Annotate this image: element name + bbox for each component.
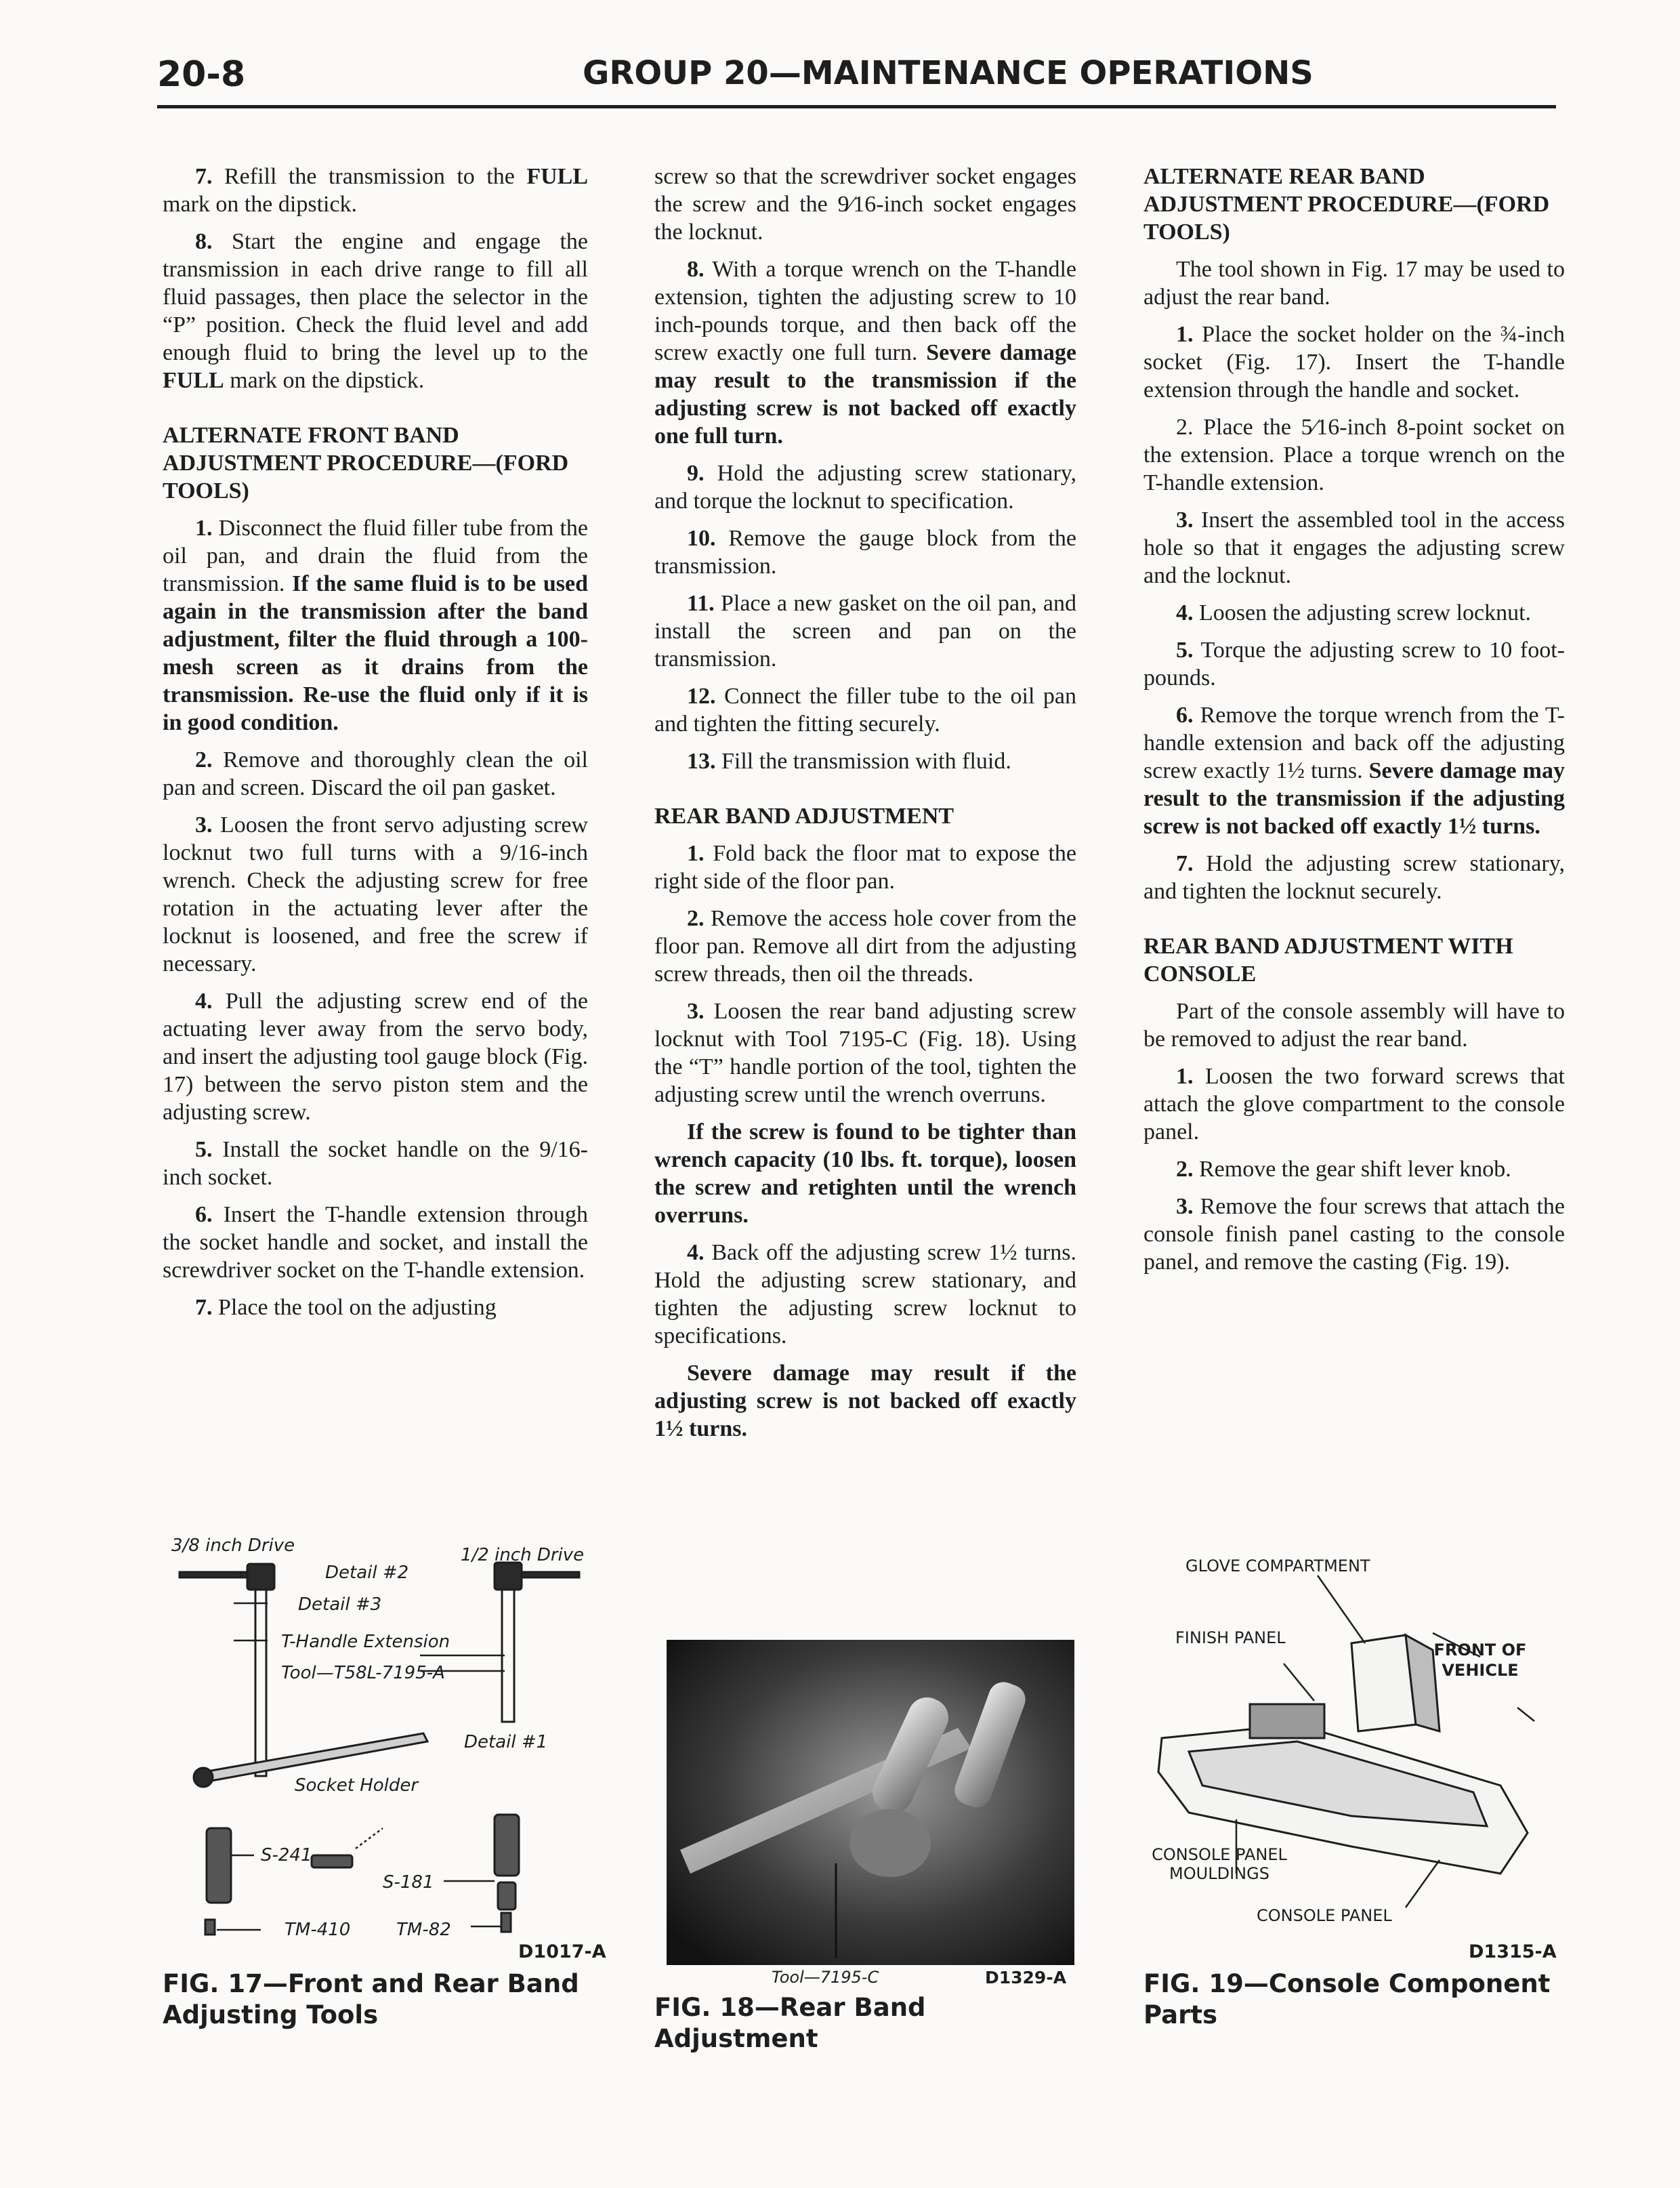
label-socket-holder: Socket Holder [295, 1775, 419, 1796]
paragraph: 2. Remove the access hole cover from the floor pan. Remove all dirt from the adjusting screw threads, then oil the threads. [654, 906, 1076, 987]
paragraph: 7. Place the tool on the adjusting [195, 1295, 497, 1320]
paragraph: 10. Remove the gauge block from the transmission. [654, 526, 1076, 579]
figure-code: D1329-A [985, 1968, 1067, 1987]
label-console-panel-mouldings: CONSOLE PANEL MOULDINGS [1152, 1845, 1287, 1883]
paragraph: 5. Install the socket handle on the 9/16-inch socket. [163, 1137, 588, 1190]
label-t-handle-extension: T-Handle Extension [281, 1632, 450, 1652]
paragraph: 1. Loosen the two forward screws that attach the glove compartment to the console panel. [1143, 1064, 1565, 1144]
figure-17-tools [166, 1530, 586, 1940]
paragraph: 4. Pull the adjusting screw end of the actuating lever away from the servo body, and insert the adjusting tool gauge block (Fig. 17) between the servo piston stem and the adjusting screw. [163, 989, 588, 1125]
label-detail-1: Detail #1 [464, 1732, 548, 1752]
paragraph: Part of the console assembly will have to be removed to adjust the rear band. [1143, 999, 1565, 1052]
warning-paragraph: Severe damage may result if the adjusting screw is not backed off exactly 1½ turns. [654, 1361, 1076, 1441]
paragraph: 4. Back off the adjusting screw 1½ turns. Hold the adjusting screw stationary, and tighten the adjusting screw locknut to specifications. [654, 1240, 1076, 1348]
label-3-8-drive: 3/8 inch Drive [171, 1535, 295, 1556]
paragraph: 2. Remove and thoroughly clean the oil pan and screen. Discard the oil pan gasket. [163, 747, 588, 800]
figure-code: D1315-A [1469, 1941, 1557, 1962]
paragraph: 8. Start the engine and engage the transmission in each drive range to fill all fluid passages, then place the selector in the “P” position. Check the fluid level and add enough fluid to bring the level up to the FULL mark on the dipstick. [163, 229, 588, 393]
paragraph: 2. Place the 5⁄16-inch 8-point socket on the extension. Place a torque wrench on the T-handle extension. [1143, 415, 1565, 495]
label-tool-t58l: Tool—T58L-7195-A [281, 1663, 445, 1683]
warning-paragraph: If the screw is found to be tighter than wrench capacity (10 lbs. ft. torque), loosen the screw and retighten until the wrench overruns. [654, 1119, 1076, 1228]
label-finish-panel: FINISH PANEL [1175, 1628, 1286, 1647]
section-heading: ALTERNATE REAR BAND ADJUSTMENT PROCEDURE—(FORD TOOLS) [1143, 164, 1550, 245]
label-console-panel: CONSOLE PANEL [1257, 1906, 1392, 1925]
section-heading: REAR BAND ADJUSTMENT [654, 804, 954, 829]
figure-18-photo [667, 1640, 1074, 1992]
paragraph: 3. Loosen the front servo adjusting screw locknut two full turns with a 9/16-inch wrench. Check the adjusting screw for free rotation in the actuating lever after the locknut is loosened, and free the screw if necessary. [163, 812, 588, 976]
paragraph: 7. Hold the adjusting screw stationary, and tighten the locknut securely. [1143, 851, 1565, 904]
label-front-of-vehicle: FRONT OF VEHICLE [1433, 1640, 1527, 1680]
label-glove-compartment: GLOVE COMPARTMENT [1185, 1556, 1370, 1575]
label-tm82: TM-82 [396, 1920, 451, 1940]
label-tm410: TM-410 [285, 1920, 351, 1940]
label-1-2-drive: 1/2 inch Drive [461, 1545, 585, 1565]
header-rule [157, 105, 1556, 108]
paragraph: 2. Remove the gear shift lever knob. [1176, 1157, 1511, 1182]
paragraph: 6. Insert the T-handle extension through the socket handle and socket, and install the screwdriver socket on the T-handle extension. [163, 1202, 588, 1283]
label-tool-7195c: Tool—7195-C [772, 1968, 879, 1987]
paragraph: 9. Hold the adjusting screw stationary, and torque the locknut to specification. [654, 461, 1076, 514]
paragraph: 1. Fold back the floor mat to expose the right side of the floor pan. [654, 841, 1076, 894]
paragraph: 8. With a torque wrench on the T-handle extension, tighten the adjusting screw to 10 inch-pounds torque, and then back off the screw exactly one full turn. Severe damage may result to the transmission if the adjusting screw is not backed off exactly one full turn. [654, 257, 1076, 449]
paragraph: 3. Loosen the rear band adjusting screw locknut with Tool 7195-C (Fig. 18). Using the “T” handle portion of the tool, tighten the adjusting screw until the wrench overruns. [654, 999, 1076, 1107]
column-left [163, 163, 588, 1331]
paragraph: 6. Remove the torque wrench from the T-handle extension and back off the adjusting screw exactly 1½ turns. Severe damage may result to the transmission if the adjusting screw is not backed off exactly 1½ turns. [1143, 703, 1565, 839]
figure-caption: FIG. 17—Front and Rear Band Adjusting Tools [163, 1969, 579, 2029]
paragraph: 13. Fill the transmission with fluid. [687, 749, 1011, 774]
label-detail-2: Detail #2 [325, 1563, 409, 1583]
paragraph: 1. Disconnect the fluid filler tube from the oil pan, and drain the fluid from the transmission. If the same fluid is to be used again in the transmission after the band adjustment, filter the fluid through a 100-mesh screen as it drains from the transmission. Re-use the fluid only if it is in good condition. [163, 516, 588, 735]
paragraph: screw so that the screwdriver socket engages the screw and the 9⁄16-inch socket engages the locknut. [654, 164, 1076, 245]
rear-band-photo [667, 1640, 1074, 1992]
figure-code: D1017-A [518, 1941, 606, 1962]
page-header [157, 54, 1556, 105]
figure-caption: FIG. 19—Console Component Parts [1143, 1969, 1551, 2029]
paragraph: 3. Remove the four screws that attach the console finish panel casting to the console panel, and remove the casting (Fig. 19). [1143, 1194, 1565, 1275]
page-number: 20-8 [157, 54, 246, 95]
paragraph: The tool shown in Fig. 17 may be used to adjust the rear band. [1143, 257, 1565, 310]
paragraph: 12. Connect the filler tube to the oil pan and tighten the fitting securely. [654, 684, 1076, 737]
section-heading: REAR BAND ADJUSTMENT WITH CONSOLE [1143, 934, 1513, 987]
figure-caption: FIG. 18—Rear Band Adjustment [654, 1993, 926, 2053]
paragraph: 11. Place a new gasket on the oil pan, and install the screen and pan on the transmission. [654, 591, 1076, 672]
page-title: GROUP 20—MAINTENANCE OPERATIONS [583, 54, 1314, 92]
section-heading: ALTERNATE FRONT BAND ADJUSTMENT PROCEDURE—(FORD TOOLS) [163, 423, 569, 503]
column-middle [654, 163, 1076, 1452]
column-right [1143, 163, 1565, 1285]
label-detail-3: Detail #3 [298, 1594, 382, 1615]
label-s241: S-241 [261, 1845, 312, 1865]
label-s181: S-181 [383, 1872, 434, 1893]
paragraph: 4. Loosen the adjusting screw locknut. [1176, 600, 1532, 625]
paragraph: 7. Refill the transmission to the FULL mark on the dipstick. [163, 164, 588, 217]
paragraph: 3. Insert the assembled tool in the access hole so that it engages the adjusting screw and the locknut. [1143, 508, 1565, 588]
paragraph: 5. Torque the adjusting screw to 10 foot-pounds. [1143, 638, 1565, 690]
figure-19-console [1148, 1548, 1561, 1935]
paragraph: 1. Place the socket holder on the ¾-inch socket (Fig. 17). Insert the T-handle extension through the handle and socket. [1143, 322, 1565, 402]
